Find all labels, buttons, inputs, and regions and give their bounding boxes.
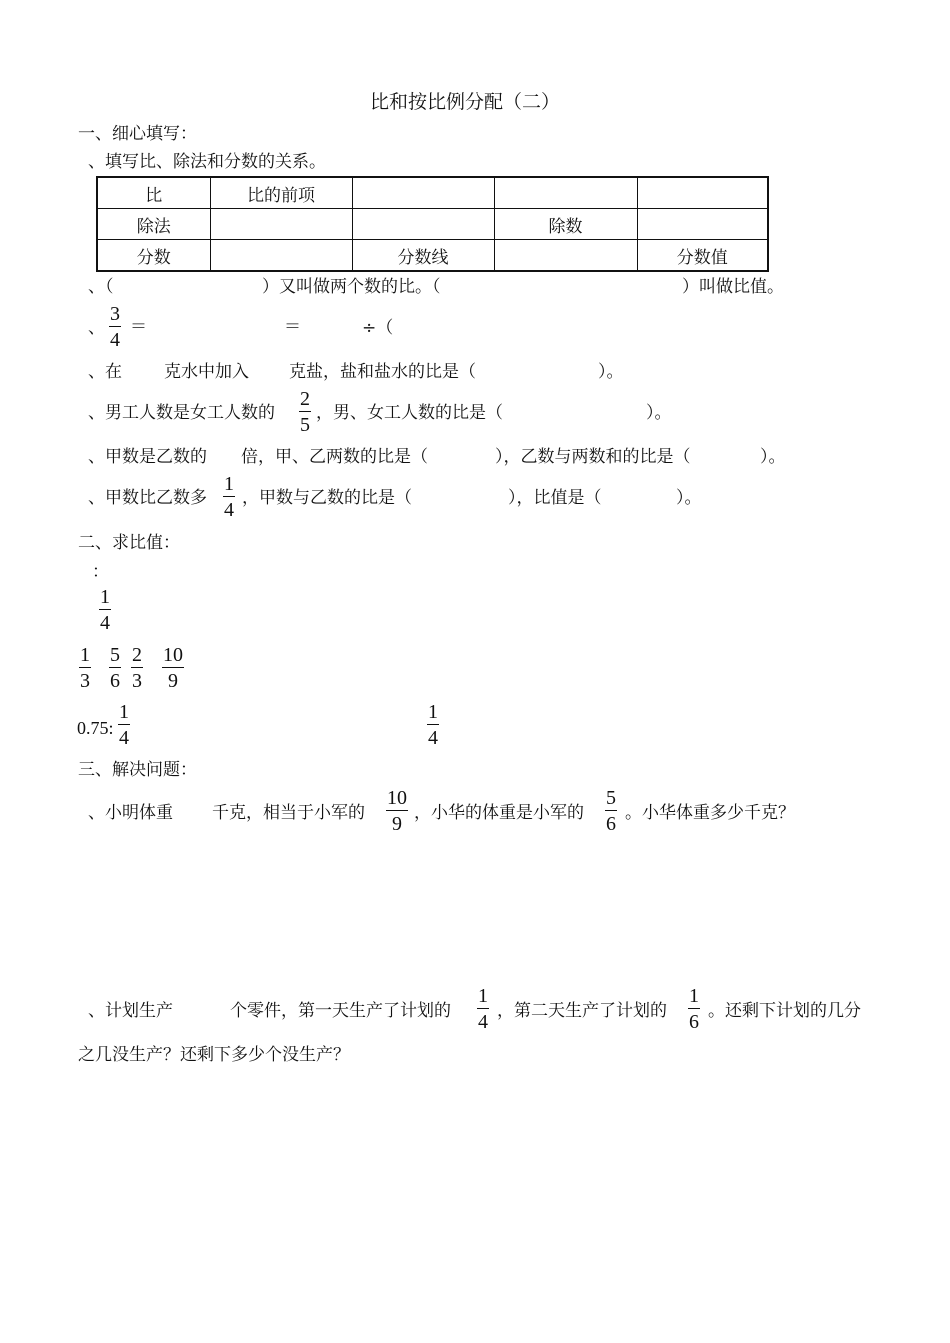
- fraction: [131, 645, 143, 691]
- fraction-denominator: 4: [100, 612, 110, 635]
- table-cell: 比: [97, 177, 210, 209]
- fraction-numerator: 1: [100, 586, 110, 608]
- fraction: [162, 645, 184, 691]
- table-cell: 除数: [494, 209, 637, 240]
- problem-1-part-d: 。小华体重多少千克？: [625, 803, 795, 823]
- fraction: [477, 986, 489, 1032]
- question-5-part-b: ，男、女工人数的比是（: [316, 403, 503, 423]
- table-cell: [494, 240, 637, 272]
- table-row: [97, 177, 768, 209]
- fraction-denominator: 6: [606, 813, 616, 836]
- table-cell: [637, 209, 768, 240]
- question-7-part-c: ），比值是（: [508, 488, 602, 508]
- question-2-part-b: ）又叫做两个数的比。（: [262, 277, 441, 297]
- table-cell: [352, 209, 494, 240]
- equals-sign: ＝: [284, 317, 301, 337]
- question-7-part-d: ）。: [676, 488, 702, 508]
- question-4-part-a: 、在: [88, 362, 122, 382]
- fraction-numerator: 1: [689, 985, 699, 1007]
- problem-1-part-c: ，小华的体重是小军的: [414, 803, 584, 823]
- fraction-denominator: 9: [392, 813, 402, 836]
- fraction-numerator: 2: [132, 644, 142, 666]
- fraction-numerator: 10: [163, 644, 183, 666]
- problem-1-part-b: 千克，相当于小军的: [212, 803, 365, 823]
- problem-2-line-2: 之几没生产？还剩下多少个没生产？: [78, 1045, 350, 1065]
- problem-2-part-b: 个零件，第一天生产了计划的: [230, 1001, 451, 1021]
- table-cell: [494, 177, 637, 209]
- fraction: [688, 986, 700, 1032]
- ratio-colon: ：: [92, 562, 109, 582]
- question-4-part-b: 克水中加入: [164, 362, 249, 382]
- problem-2-part-d: 。还剩下计划的几分: [708, 1001, 861, 1021]
- section2-heading: 二、求比值：: [78, 533, 180, 553]
- question-5-part-c: ）。: [646, 403, 672, 423]
- fraction: [109, 304, 121, 350]
- fraction: [427, 702, 439, 748]
- question-4-part-d: ）。: [598, 362, 624, 382]
- fraction: [99, 587, 111, 633]
- equals-sign: ＝: [130, 317, 147, 337]
- fraction-denominator: 4: [119, 727, 129, 750]
- table-cell: 除法: [97, 209, 210, 240]
- fraction: [299, 389, 311, 435]
- fraction-numerator: 1: [224, 473, 234, 495]
- table-row: [97, 209, 768, 240]
- fraction-denominator: 6: [110, 670, 120, 693]
- fraction-numerator: 1: [428, 701, 438, 723]
- question-4-part-c: 克盐，盐和盐水的比是（: [289, 362, 476, 382]
- page-title: 比和按比例分配（二）: [370, 91, 561, 113]
- table-cell: 分数线: [352, 240, 494, 272]
- fraction-denominator: 4: [224, 499, 234, 522]
- fraction-denominator: 5: [300, 414, 310, 437]
- table-cell: [210, 240, 352, 272]
- fraction: [109, 645, 121, 691]
- table-cell: [210, 209, 352, 240]
- table-cell: 分数值: [637, 240, 768, 272]
- fraction: [223, 474, 235, 520]
- table-cell: 分数: [97, 240, 210, 272]
- fraction-numerator: 10: [387, 787, 407, 809]
- fraction-numerator: 1: [80, 644, 90, 666]
- question-6-part-c: ），乙数与两数和的比是（: [495, 447, 691, 467]
- table-cell: [352, 177, 494, 209]
- table-row: [97, 240, 768, 272]
- problem-2-part-c: ，第二天生产了计划的: [497, 1001, 667, 1021]
- problem-1-part-a: 、小明体重: [88, 803, 173, 823]
- fraction: [118, 702, 130, 748]
- fraction-denominator: 6: [689, 1011, 699, 1034]
- question-1: 、填写比、除法和分数的关系。: [88, 152, 326, 172]
- fraction-numerator: 1: [478, 985, 488, 1007]
- question-7-part-a: 、甲数比乙数多: [88, 488, 207, 508]
- question-2-part-c: ）叫做比值。: [682, 277, 784, 297]
- division-sign: ÷（: [362, 318, 394, 338]
- fraction-denominator: 3: [80, 670, 90, 693]
- fraction-numerator: 2: [300, 388, 310, 410]
- fraction-denominator: 9: [168, 670, 178, 693]
- ratio-prefix: 0.75:: [77, 718, 114, 738]
- fraction-denominator: 4: [428, 727, 438, 750]
- question-6-part-d: ）。: [760, 447, 786, 467]
- fraction-numerator: 5: [110, 644, 120, 666]
- relation-table: [96, 176, 769, 272]
- table-cell: 比的前项: [210, 177, 352, 209]
- section1-heading: 一、细心填写：: [78, 124, 197, 144]
- problem-2-part-a: 、计划生产: [88, 1001, 173, 1021]
- fraction-denominator: 4: [478, 1011, 488, 1034]
- fraction-denominator: 3: [132, 670, 142, 693]
- section3-heading: 三、解决问题：: [78, 760, 197, 780]
- fraction-denominator: 4: [110, 329, 120, 352]
- fraction-numerator: 3: [110, 303, 120, 325]
- question-5-part-a: 、男工人数是女工人数的: [88, 403, 275, 423]
- question-3-prefix: 、: [88, 318, 105, 338]
- question-2-part-a: 、（: [88, 277, 114, 297]
- table-cell: [637, 177, 768, 209]
- question-6-part-a: 、甲数是乙数的: [88, 447, 207, 467]
- question-7-part-b: ，甲数与乙数的比是（: [242, 488, 412, 508]
- question-6-part-b: 倍，甲、乙两数的比是（: [241, 447, 428, 467]
- fraction: [79, 645, 91, 691]
- fraction-numerator: 1: [119, 701, 129, 723]
- fraction-numerator: 5: [606, 787, 616, 809]
- fraction: [386, 788, 408, 834]
- fraction: [605, 788, 617, 834]
